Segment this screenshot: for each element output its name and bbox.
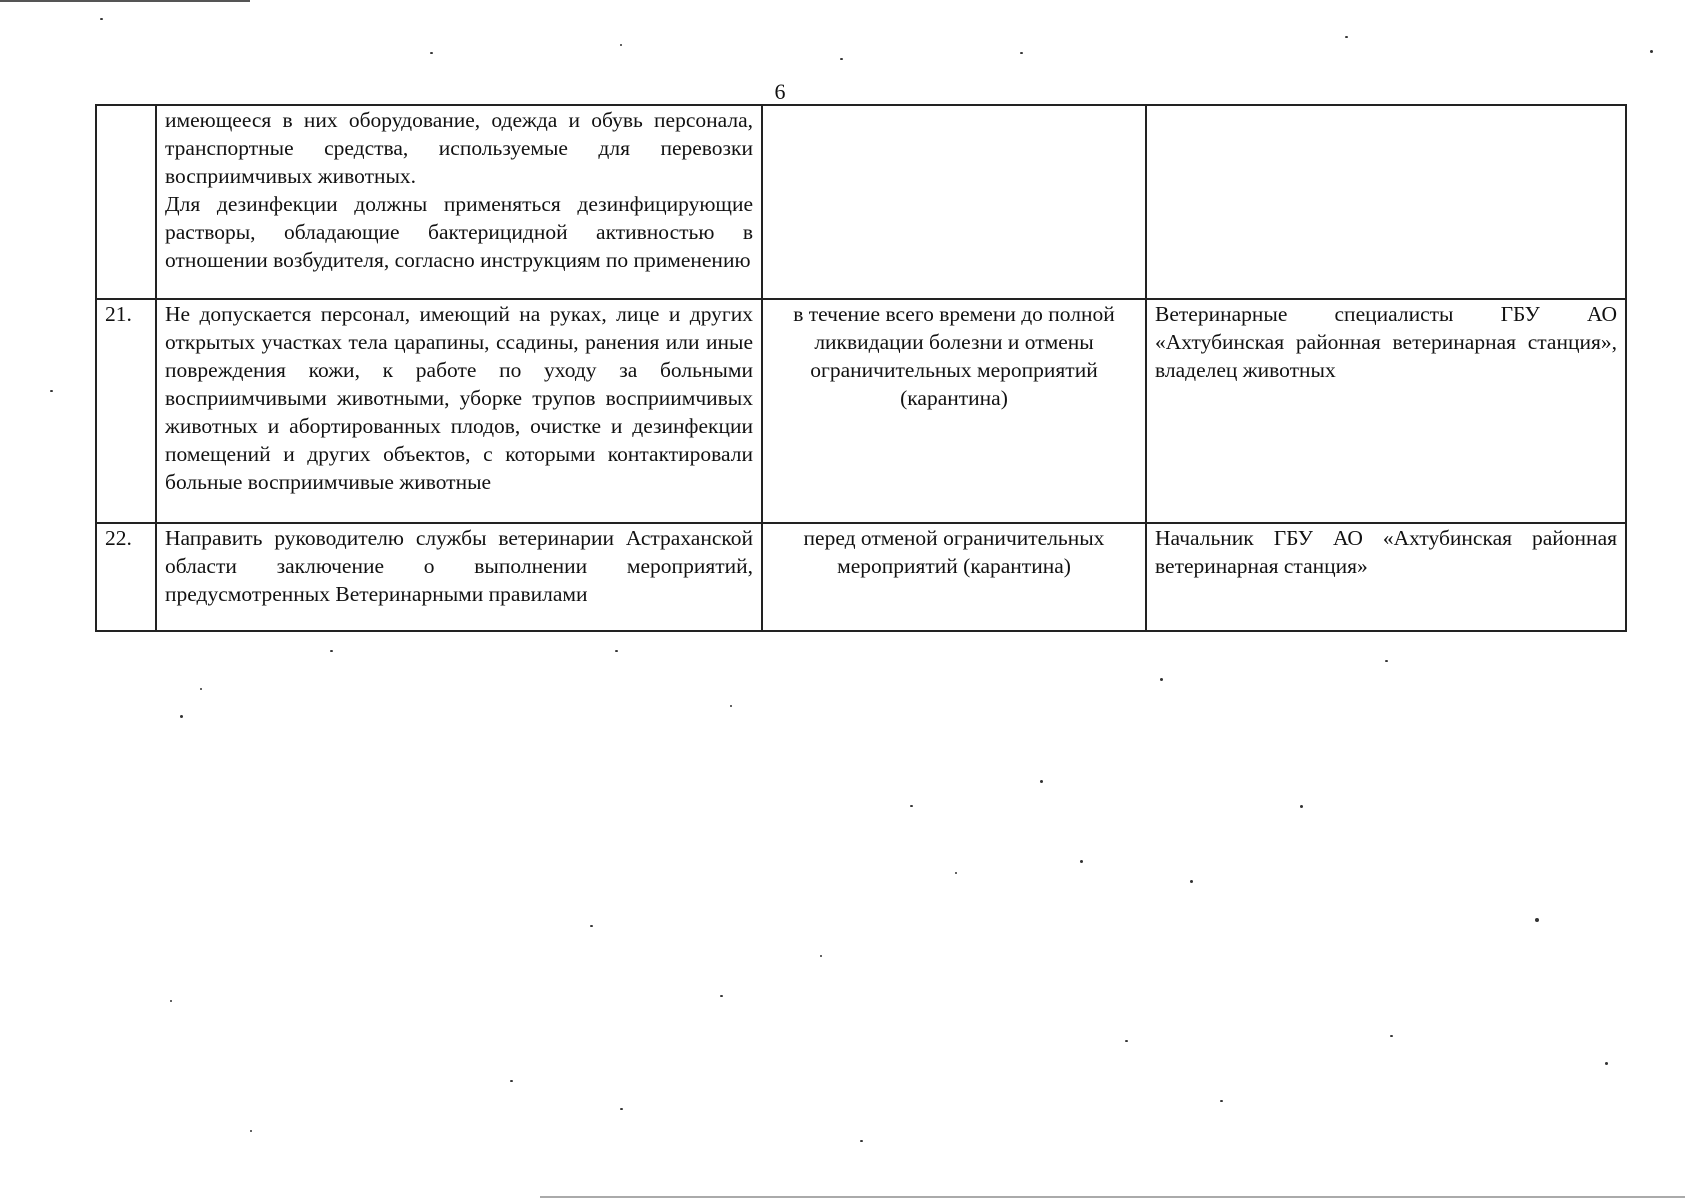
scan-bottom-rule <box>540 1196 1685 1198</box>
action-cell <box>156 299 762 523</box>
responsible-cell <box>1146 105 1626 299</box>
action-cell <box>156 523 762 631</box>
row-number-cell: 22. <box>96 523 156 631</box>
responsible-cell: Начальник ГБУ АО «Ахтубинская районная ветеринарная станция» <box>1146 523 1626 631</box>
table-row <box>96 523 1626 631</box>
page-number: 6 <box>774 79 786 104</box>
row-number-cell <box>96 105 156 299</box>
row-number-cell: 21. <box>96 299 156 523</box>
action-paragraph: Для дезинфекции должны применяться дезинфицирующие растворы, обладающие бактерицидной активностью в отношении возбудителя, согласно инструкциям по применению <box>165 192 753 272</box>
term-cell: перед отменой ограничительных мероприятий (карантина) <box>762 523 1146 631</box>
action-paragraph: Не допускается персонал, имеющий на руках, лице и других открытых участках тела царапины, ссадины, ранения или иные повреждения кожи, к работе по уходу за больными восприимчивыми животными, уборке трупов восприимчивых животных и абортированных плодов, очистке и дезинфекции помещений и других объектов, с которыми контактировали больные восприимчивые животные <box>165 302 753 494</box>
term-cell: в течение всего времени до полной ликвидации болезни и отмены ограничительных мероприятий (карантина) <box>762 299 1146 523</box>
responsible-cell: Ветеринарные специалисты ГБУ АО «Ахтубинская районная ветеринарная станция», владелец животных <box>1146 299 1626 523</box>
scan-top-rule <box>0 0 250 2</box>
action-cell <box>156 105 762 299</box>
table-row <box>96 105 1626 299</box>
action-paragraph: имеющееся в них оборудование, одежда и обувь персонала, транспортные средства, используемые для перевозки восприимчивых животных. <box>165 108 753 188</box>
term-cell <box>762 105 1146 299</box>
measures-table <box>95 104 1627 632</box>
action-paragraph: Направить руководителю службы ветеринарии Астраханской области заключение о выполнении мероприятий, предусмотренных Ветеринарными правилами <box>165 526 753 606</box>
table-row <box>96 299 1626 523</box>
